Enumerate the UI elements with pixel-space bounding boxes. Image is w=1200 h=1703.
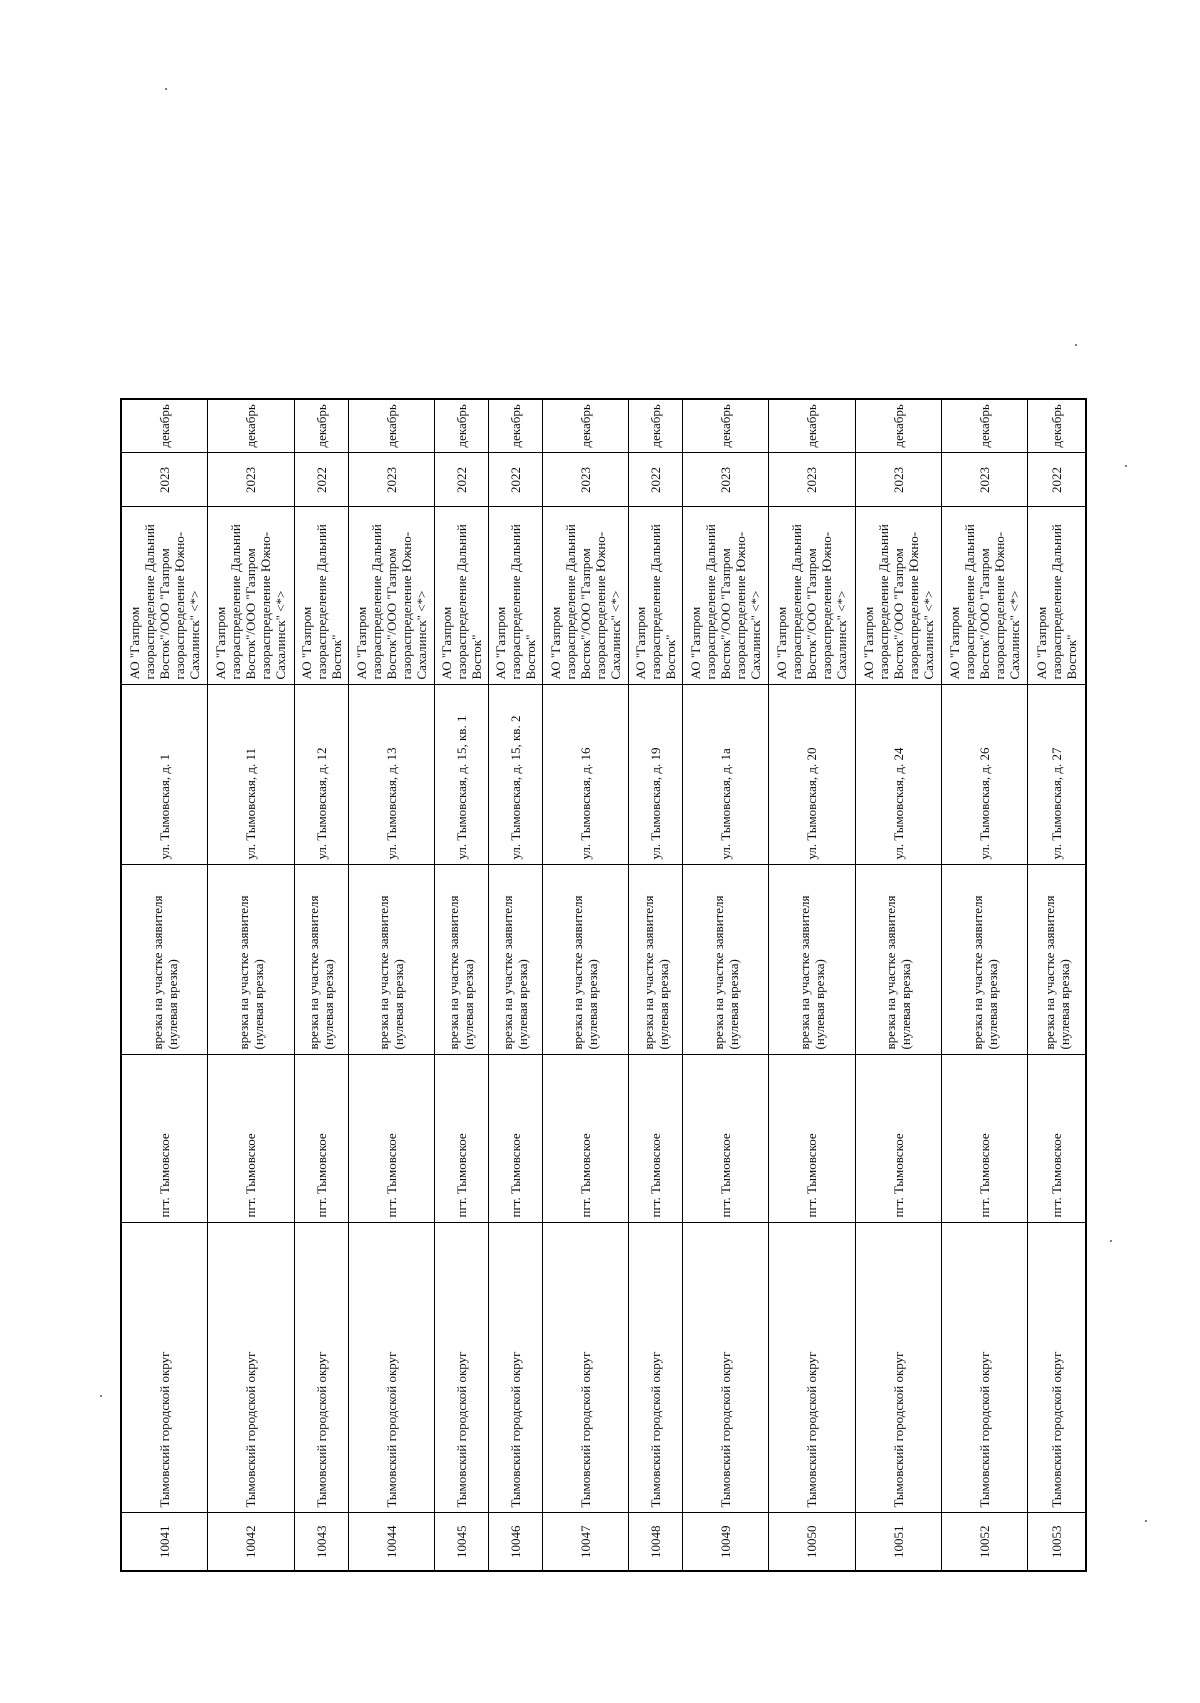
- connection-type-cell: врезка на участке заявителя (нулевая врезка): [1028, 865, 1086, 1055]
- month-cell: декабрь: [294, 399, 348, 453]
- scan-speck: [165, 88, 167, 90]
- organization-cell: АО "Газпром газораспределение Дальний Восток"/ООО "Газпром газораспределение Южно-Сахалинск" <*>: [855, 507, 941, 685]
- locality-cell: пгт. Тымовское: [769, 1055, 855, 1223]
- connection-type-cell: врезка на участке заявителя (нулевая врезка): [769, 865, 855, 1055]
- connection-type-cell: врезка на участке заявителя (нулевая врезка): [208, 865, 294, 1055]
- table-row: [1028, 399, 1086, 1571]
- table-row: [488, 399, 542, 1571]
- organization-cell: АО "Газпром газораспределение Дальний Восток": [294, 507, 348, 685]
- organization-cell: АО "Газпром газораспределение Дальний Восток": [488, 507, 542, 685]
- row-number-cell: 10046: [488, 1513, 542, 1571]
- month-cell: декабрь: [542, 399, 628, 453]
- organization-cell: АО "Газпром газораспределение Дальний Восток"/ООО "Газпром газораспределение Южно-Сахалинск" <*>: [121, 507, 208, 685]
- address-cell: ул. Тымовская, д. 1а: [682, 685, 768, 865]
- year-cell: 2022: [488, 453, 542, 507]
- year-cell: 2022: [629, 453, 683, 507]
- table-row: [208, 399, 294, 1571]
- scan-speck: [1110, 1240, 1112, 1242]
- table-row: [682, 399, 768, 1571]
- table-row: [121, 399, 208, 1571]
- locality-cell: пгт. Тымовское: [488, 1055, 542, 1223]
- locality-cell: пгт. Тымовское: [121, 1055, 208, 1223]
- year-cell: 2022: [434, 453, 488, 507]
- table-row: [542, 399, 628, 1571]
- scan-speck: [1125, 465, 1127, 467]
- connection-type-cell: врезка на участке заявителя (нулевая врезка): [121, 865, 208, 1055]
- district-cell: Тымовский городской округ: [294, 1223, 348, 1513]
- connection-type-cell: врезка на участке заявителя (нулевая врезка): [855, 865, 941, 1055]
- address-cell: ул. Тымовская, д. 11: [208, 685, 294, 865]
- connection-type-cell: врезка на участке заявителя (нулевая врезка): [434, 865, 488, 1055]
- organization-cell: АО "Газпром газораспределение Дальний Восток"/ООО "Газпром газораспределение Южно-Сахалинск" <*>: [682, 507, 768, 685]
- year-cell: 2023: [682, 453, 768, 507]
- table-row: [434, 399, 488, 1571]
- scan-speck: [1145, 1520, 1147, 1522]
- row-number-cell: 10044: [348, 1513, 434, 1571]
- scan-speck: [100, 1395, 102, 1397]
- connection-type-cell: врезка на участке заявителя (нулевая врезка): [488, 865, 542, 1055]
- row-number-cell: 10048: [629, 1513, 683, 1571]
- year-cell: 2023: [855, 453, 941, 507]
- address-cell: ул. Тымовская, д. 16: [542, 685, 628, 865]
- locality-cell: пгт. Тымовское: [629, 1055, 683, 1223]
- year-cell: 2023: [208, 453, 294, 507]
- row-number-cell: 10051: [855, 1513, 941, 1571]
- locality-cell: пгт. Тымовское: [208, 1055, 294, 1223]
- connection-type-cell: врезка на участке заявителя (нулевая врезка): [348, 865, 434, 1055]
- organization-cell: АО "Газпром газораспределение Дальний Восток"/ООО "Газпром газораспределение Южно-Сахалинск" <*>: [208, 507, 294, 685]
- organization-cell: АО "Газпром газораспределение Дальний Восток": [1028, 507, 1086, 685]
- connection-type-cell: врезка на участке заявителя (нулевая врезка): [542, 865, 628, 1055]
- district-cell: Тымовский городской округ: [1028, 1223, 1086, 1513]
- month-cell: декабрь: [941, 399, 1027, 453]
- locality-cell: пгт. Тымовское: [542, 1055, 628, 1223]
- row-number-cell: 10047: [542, 1513, 628, 1571]
- scan-speck: [1075, 344, 1077, 346]
- month-cell: декабрь: [1028, 399, 1086, 453]
- gas-connection-registry-table: [120, 398, 1087, 1572]
- address-cell: ул. Тымовская, д. 1: [121, 685, 208, 865]
- organization-cell: АО "Газпром газораспределение Дальний Восток"/ООО "Газпром газораспределение Южно-Сахалинск" <*>: [941, 507, 1027, 685]
- month-cell: декабрь: [434, 399, 488, 453]
- row-number-cell: 10041: [121, 1513, 208, 1571]
- row-number-cell: 10049: [682, 1513, 768, 1571]
- row-number-cell: 10045: [434, 1513, 488, 1571]
- month-cell: декабрь: [629, 399, 683, 453]
- address-cell: ул. Тымовская, д. 19: [629, 685, 683, 865]
- table-body: [121, 399, 1086, 1571]
- district-cell: Тымовский городской округ: [941, 1223, 1027, 1513]
- month-cell: декабрь: [348, 399, 434, 453]
- address-cell: ул. Тымовская, д. 12: [294, 685, 348, 865]
- address-cell: ул. Тымовская, д. 15, кв. 2: [488, 685, 542, 865]
- organization-cell: АО "Газпром газораспределение Дальний Восток"/ООО "Газпром газораспределение Южно-Сахалинск" <*>: [542, 507, 628, 685]
- district-cell: Тымовский городской округ: [542, 1223, 628, 1513]
- organization-cell: АО "Газпром газораспределение Дальний Восток": [629, 507, 683, 685]
- address-cell: ул. Тымовская, д. 27: [1028, 685, 1086, 865]
- district-cell: Тымовский городской округ: [488, 1223, 542, 1513]
- address-cell: ул. Тымовская, д. 13: [348, 685, 434, 865]
- year-cell: 2023: [769, 453, 855, 507]
- district-cell: Тымовский городской округ: [348, 1223, 434, 1513]
- locality-cell: пгт. Тымовское: [855, 1055, 941, 1223]
- year-cell: 2022: [294, 453, 348, 507]
- district-cell: Тымовский городской округ: [855, 1223, 941, 1513]
- table-row: [348, 399, 434, 1571]
- table-row: [629, 399, 683, 1571]
- year-cell: 2023: [121, 453, 208, 507]
- month-cell: декабрь: [208, 399, 294, 453]
- connection-type-cell: врезка на участке заявителя (нулевая врезка): [682, 865, 768, 1055]
- row-number-cell: 10050: [769, 1513, 855, 1571]
- row-number-cell: 10053: [1028, 1513, 1086, 1571]
- organization-cell: АО "Газпром газораспределение Дальний Восток": [434, 507, 488, 685]
- year-cell: 2023: [941, 453, 1027, 507]
- year-cell: 2023: [542, 453, 628, 507]
- table-row: [941, 399, 1027, 1571]
- table-row: [855, 399, 941, 1571]
- organization-cell: АО "Газпром газораспределение Дальний Восток"/ООО "Газпром газораспределение Южно-Сахалинск" <*>: [348, 507, 434, 685]
- address-cell: ул. Тымовская, д. 24: [855, 685, 941, 865]
- district-cell: Тымовский городской округ: [629, 1223, 683, 1513]
- connection-type-cell: врезка на участке заявителя (нулевая врезка): [941, 865, 1027, 1055]
- row-number-cell: 10042: [208, 1513, 294, 1571]
- year-cell: 2023: [348, 453, 434, 507]
- locality-cell: пгт. Тымовское: [348, 1055, 434, 1223]
- address-cell: ул. Тымовская, д. 26: [941, 685, 1027, 865]
- connection-type-cell: врезка на участке заявителя (нулевая врезка): [629, 865, 683, 1055]
- row-number-cell: 10043: [294, 1513, 348, 1571]
- district-cell: Тымовский городской округ: [682, 1223, 768, 1513]
- table-row: [294, 399, 348, 1571]
- month-cell: декабрь: [488, 399, 542, 453]
- district-cell: Тымовский городской округ: [769, 1223, 855, 1513]
- address-cell: ул. Тымовская, д. 20: [769, 685, 855, 865]
- organization-cell: АО "Газпром газораспределение Дальний Восток"/ООО "Газпром газораспределение Южно-Сахалинск" <*>: [769, 507, 855, 685]
- connection-type-cell: врезка на участке заявителя (нулевая врезка): [294, 865, 348, 1055]
- rotated-table-wrapper: [120, 400, 1087, 1572]
- month-cell: декабрь: [682, 399, 768, 453]
- locality-cell: пгт. Тымовское: [682, 1055, 768, 1223]
- address-cell: ул. Тымовская, д. 15, кв. 1: [434, 685, 488, 865]
- month-cell: декабрь: [769, 399, 855, 453]
- district-cell: Тымовский городской округ: [208, 1223, 294, 1513]
- month-cell: декабрь: [855, 399, 941, 453]
- row-number-cell: 10052: [941, 1513, 1027, 1571]
- locality-cell: пгт. Тымовское: [1028, 1055, 1086, 1223]
- table-row: [769, 399, 855, 1571]
- month-cell: декабрь: [121, 399, 208, 453]
- district-cell: Тымовский городской округ: [121, 1223, 208, 1513]
- locality-cell: пгт. Тымовское: [294, 1055, 348, 1223]
- locality-cell: пгт. Тымовское: [941, 1055, 1027, 1223]
- district-cell: Тымовский городской округ: [434, 1223, 488, 1513]
- year-cell: 2022: [1028, 453, 1086, 507]
- locality-cell: пгт. Тымовское: [434, 1055, 488, 1223]
